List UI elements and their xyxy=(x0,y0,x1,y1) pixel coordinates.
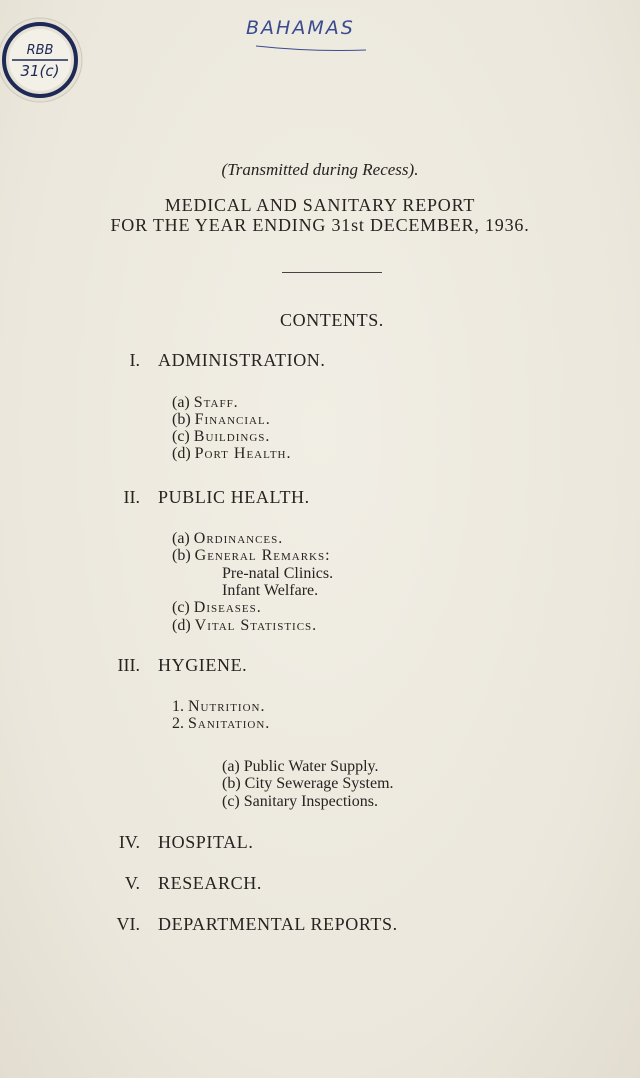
list-subitem: Infant Welfare. xyxy=(222,582,319,599)
list-item: 1. Nutrition. xyxy=(172,698,266,715)
report-title-line1: MEDICAL AND SANITARY REPORT xyxy=(164,195,476,215)
list-subitem: (a) Public Water Supply. xyxy=(222,758,379,775)
section-title: DEPARTMENTAL REPORTS. xyxy=(158,914,398,934)
list-item: (a) Ordinances. xyxy=(172,530,284,547)
handwritten-label xyxy=(242,8,382,58)
section-title: HOSPITAL. xyxy=(158,832,254,852)
svg-text:BAHAMAS: BAHAMAS xyxy=(246,17,355,39)
archive-stamp xyxy=(0,14,86,104)
list-subitem: (c) Sanitary Inspections. xyxy=(222,793,378,810)
section-number: VI. xyxy=(116,914,140,934)
list-item: 2. Sanitation. xyxy=(172,715,271,732)
list-item: (d) Port Health. xyxy=(172,445,292,462)
section-number: I. xyxy=(129,350,140,370)
section-title: HYGIENE. xyxy=(158,655,248,675)
list-item: (c) Diseases. xyxy=(172,599,262,616)
section-number: III. xyxy=(117,655,140,675)
section-number: II. xyxy=(123,487,140,507)
list-subitem: (b) City Sewerage System. xyxy=(222,775,394,792)
contents-heading: CONTENTS. xyxy=(280,310,384,330)
list-item: (d) Vital Statistics. xyxy=(172,617,318,634)
svg-text:31(c): 31(c) xyxy=(20,62,60,80)
list-item: (c) Buildings. xyxy=(172,428,271,445)
section-title: RESEARCH. xyxy=(158,873,262,893)
list-item: (b) General Remarks: xyxy=(172,547,331,564)
section-number: V. xyxy=(124,873,140,893)
list-item: (a) Staff. xyxy=(172,394,239,411)
section-title: PUBLIC HEALTH. xyxy=(158,487,310,507)
list-item: (b) Financial. xyxy=(172,411,271,428)
section-number: IV. xyxy=(118,832,140,852)
list-subitem: Pre-natal Clinics. xyxy=(222,565,334,582)
divider-rule xyxy=(282,272,382,273)
svg-text:RBB: RBB xyxy=(26,43,54,58)
section-title: ADMINISTRATION. xyxy=(158,350,326,370)
report-title-line2: FOR THE YEAR ENDING 31st DECEMBER, 1936. xyxy=(110,215,530,235)
transmission-note: (Transmitted during Recess). xyxy=(221,160,419,179)
